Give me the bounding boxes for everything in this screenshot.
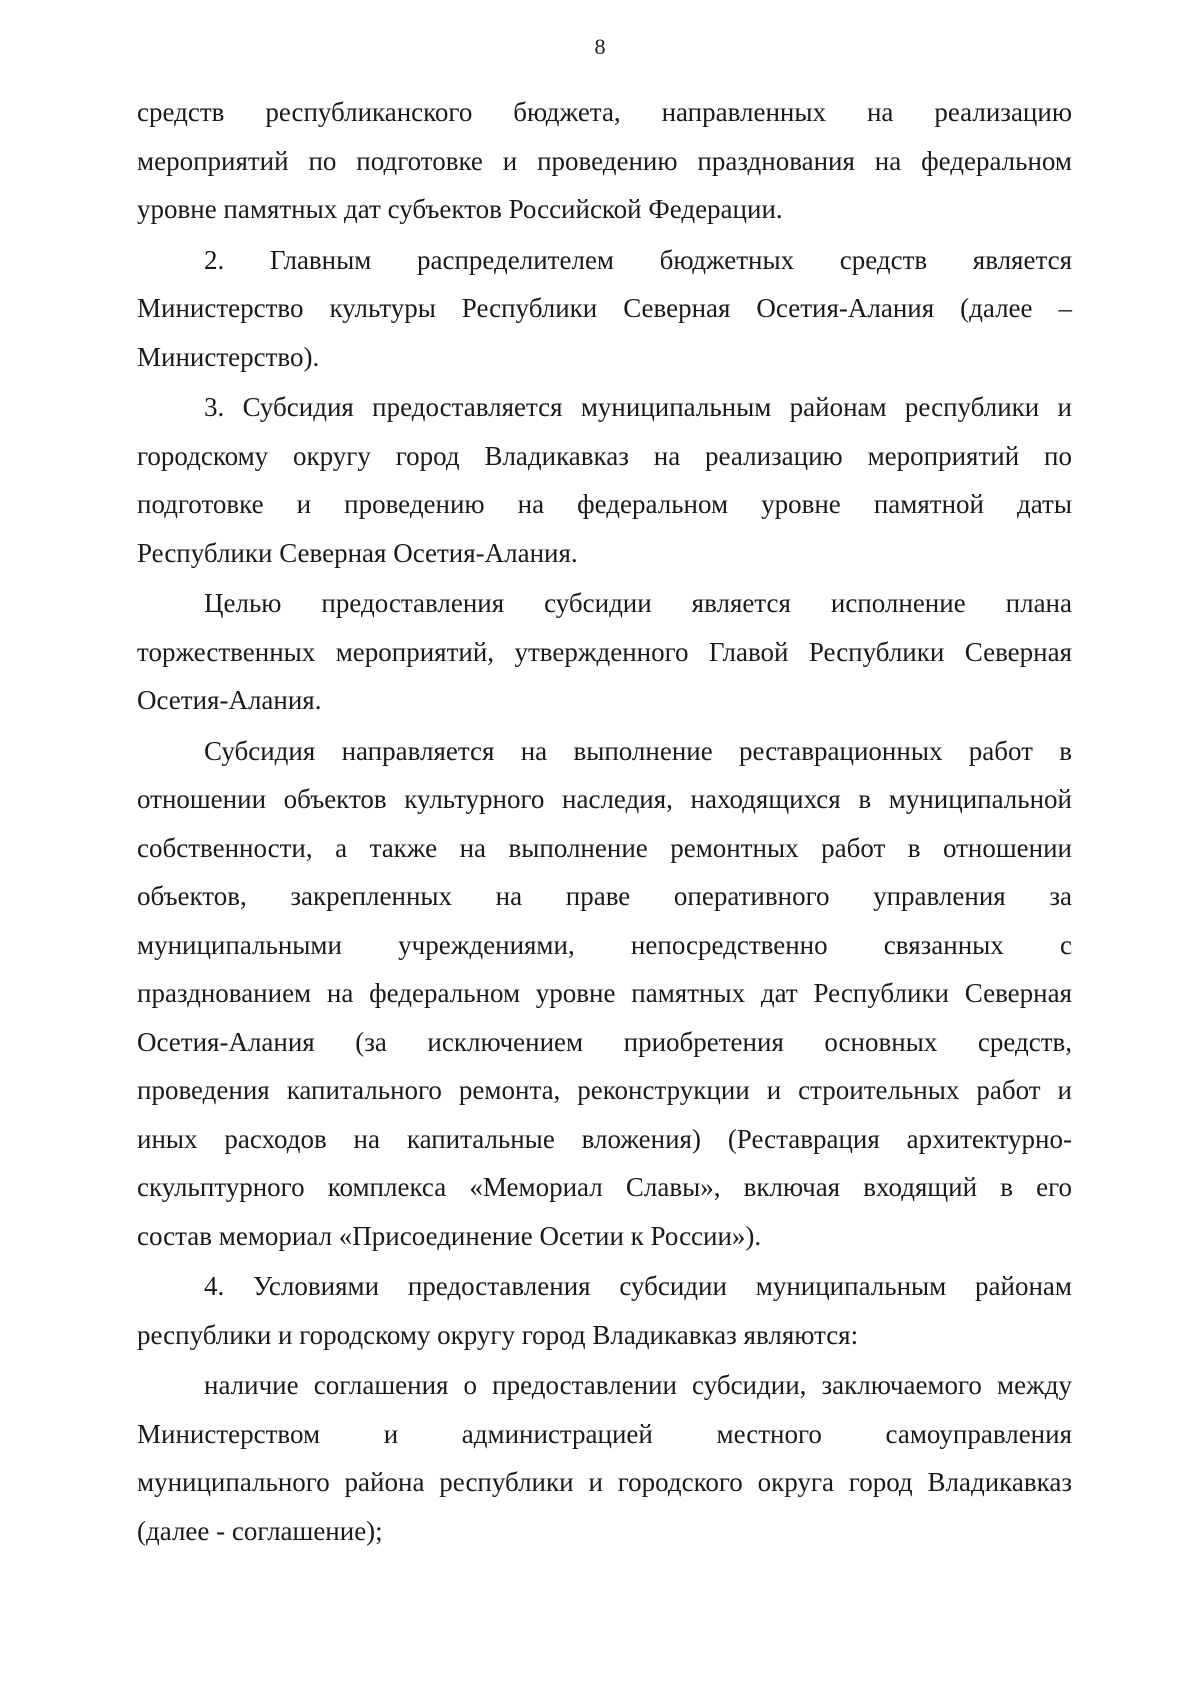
- text-line: республики и городскому округу город Владикавказ являются:: [137, 1319, 859, 1350]
- text-line: 4. Условиями предоставления субсидии муниципальным районам: [204, 1271, 1072, 1301]
- text-line: Министерство).: [137, 341, 320, 372]
- paragraph-condition: [137, 1361, 1072, 1555]
- paragraph-item-2: [137, 236, 1072, 382]
- text-line: собственности, а также на выполнение ремонтных работ в отношении: [137, 832, 1072, 863]
- text-line: уровне памятных дат субъектов Российской Федерации.: [137, 194, 783, 224]
- text-line: 3. Субсидия предоставляется муниципальным районам республики и: [204, 392, 1072, 422]
- document-body: [137, 88, 1072, 1555]
- page-number: 8: [594, 34, 606, 59]
- paragraph-item-4: [137, 1262, 1072, 1359]
- text-line: Министерство культуры Республики Северная Осетия-Алания (далее –: [137, 293, 1072, 323]
- text-line: Целью предоставления субсидии является исполнение плана: [204, 588, 1072, 618]
- text-line: иных расходов на капитальные вложения) (Реставрация архитектурно-: [137, 1123, 1072, 1154]
- text-line: Субсидия направляется на выполнение реставрационных работ в: [204, 735, 1072, 766]
- text-line: 2. Главным распределителем бюджетных средств является: [204, 244, 1072, 275]
- text-line: подготовке и проведению на федеральном уровне памятной даты: [137, 489, 1072, 519]
- text-line: празднованием на федеральном уровне памятных дат Республики Северная: [137, 978, 1072, 1008]
- text-line: Республики Северная Осетия-Алания.: [137, 537, 578, 568]
- text-line: мероприятий по подготовке и проведению празднования на федеральном: [137, 145, 1072, 176]
- text-line: проведения капитального ремонта, реконструкции и строительных работ и: [137, 1075, 1072, 1105]
- text-line: Осетия-Алания.: [137, 685, 322, 715]
- text-line: средств республиканского бюджета, направленных на реализацию: [137, 97, 1072, 127]
- text-line: торжественных мероприятий, утвержденного Главой Республики Северная: [137, 636, 1072, 667]
- paragraph-subsidy-direction: [137, 727, 1072, 1261]
- text-line: состав мемориал «Присоединение Осетии к России»).: [137, 1220, 762, 1251]
- paragraph-item-3: [137, 383, 1072, 577]
- text-line: Министерством и администрацией местного самоуправления: [137, 1418, 1072, 1449]
- text-line: наличие соглашения о предоставлении субсидии, заключаемого между: [204, 1370, 1072, 1400]
- text-line: объектов, закрепленных на праве оперативного управления за: [137, 881, 1072, 911]
- paragraph-goal: [137, 579, 1072, 725]
- text-line: Осетия-Алания (за исключением приобретения основных средств,: [137, 1026, 1072, 1057]
- paragraph-continuation: [137, 88, 1072, 234]
- text-line: городскому округу город Владикавказ на реализацию мероприятий по: [137, 440, 1072, 471]
- text-line: отношении объектов культурного наследия, находящихся в муниципальной: [137, 784, 1072, 814]
- text-line: (далее - соглашение);: [137, 1515, 383, 1546]
- text-line: скульптурного комплекса «Мемориал Славы», включая входящий в его: [137, 1172, 1072, 1202]
- text-line: муниципального района республики и городского округа город Владикавказ: [137, 1467, 1072, 1497]
- text-line: муниципальными учреждениями, непосредственно связанных с: [137, 929, 1072, 960]
